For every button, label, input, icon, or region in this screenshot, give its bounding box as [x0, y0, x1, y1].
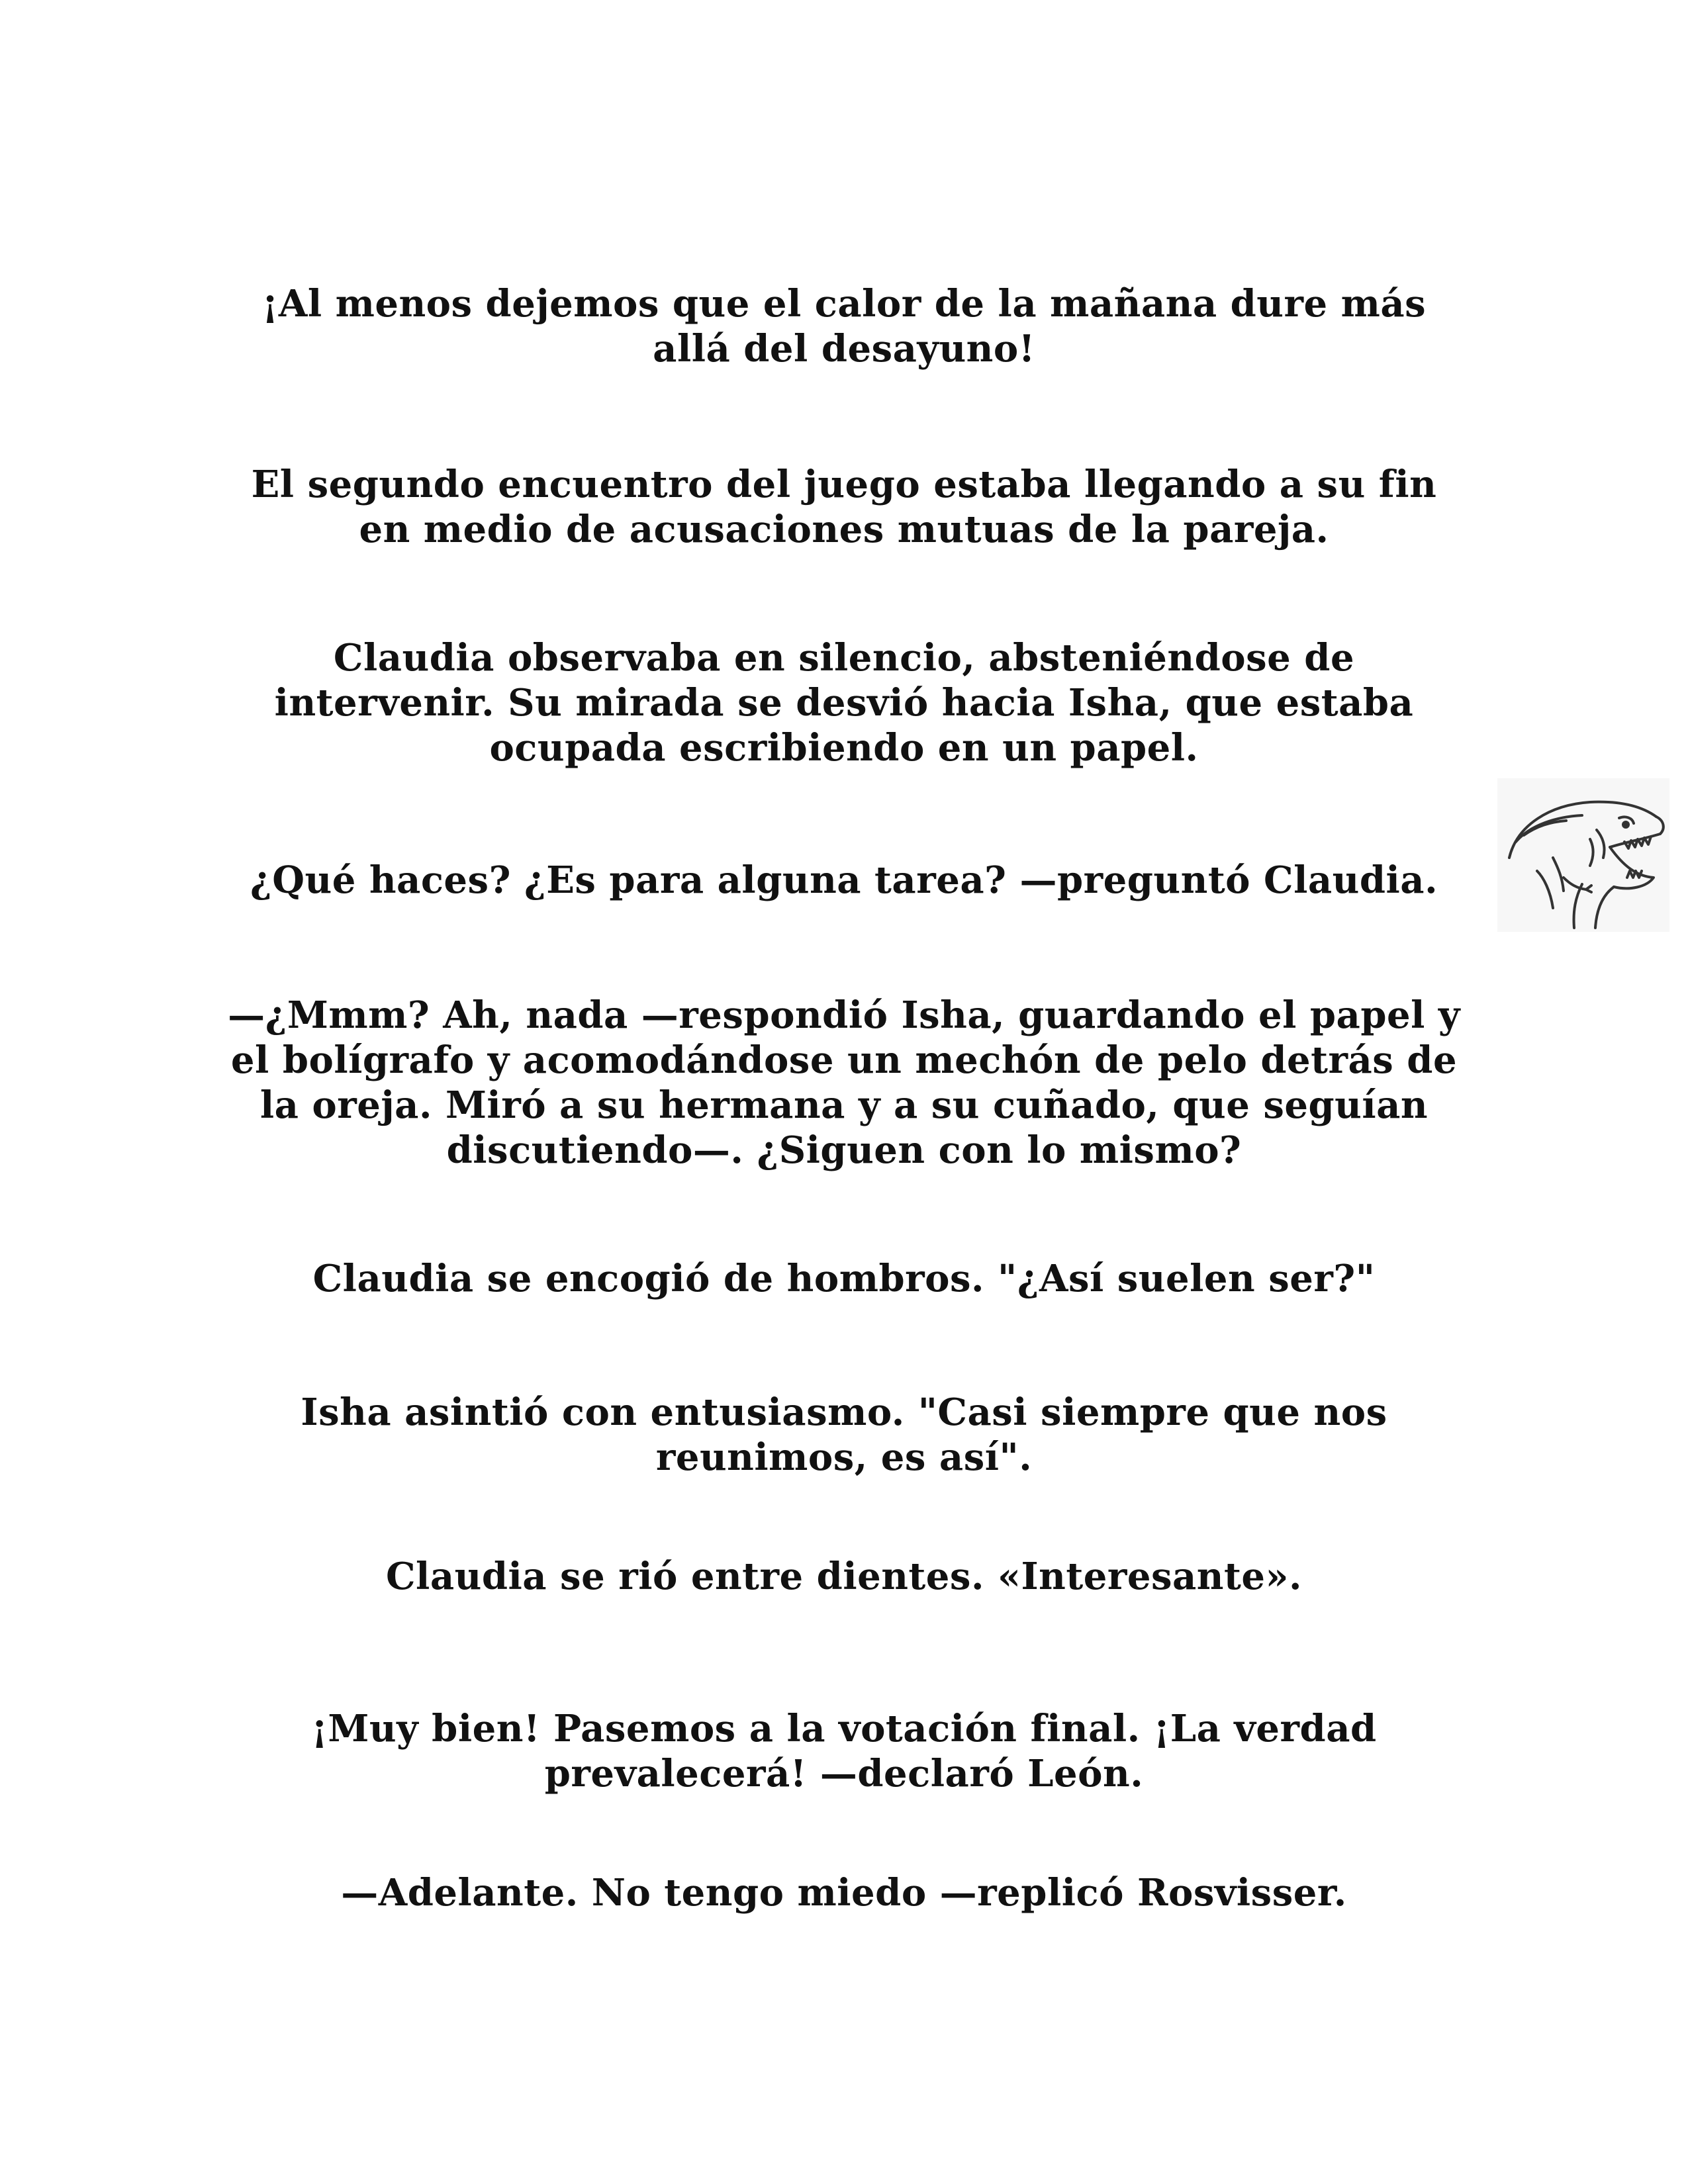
- paragraph-7: Isha asintió con entusiasmo. "Casi siempre que nos reunimos, es así".: [301, 1390, 1387, 1479]
- paragraph-9: ¡Muy bien! Pasemos a la votación final. ¡La verdad prevalecerá! —declaró León.: [311, 1707, 1377, 1796]
- paragraph-2: El segundo encuentro del juego estaba llegando a su fin en medio de acusaciones mutuas de la pareja.: [251, 463, 1437, 551]
- paragraph-10: —Adelante. No tengo miedo —replicó Rosvisser.: [341, 1871, 1347, 1915]
- paragraph-3: Claudia observaba en silencio, absteniéndose de intervenir. Su mirada se desvió hacia Isha, que estaba ocupada escribiendo en un papel.: [274, 636, 1414, 770]
- dinosaur-sketch-icon: [1497, 778, 1669, 932]
- paragraph-5: —¿Mmm? Ah, nada —respondió Isha, guardando el papel y el bolígrafo y acomodándose un mechón de pelo detrás de la oreja. Miró a su hermana y a su cuñado, que seguían discutiendo—. ¿Siguen con lo mismo?: [228, 993, 1460, 1172]
- paragraph-1: ¡Al menos dejemos que el calor de la mañana dure más allá del desayuno!: [261, 282, 1427, 371]
- paragraph-6: Claudia se encogió de hombros. "¿Así suelen ser?": [312, 1257, 1376, 1300]
- paragraph-8: Claudia se rió entre dientes. «Interesante».: [385, 1555, 1303, 1598]
- paragraph-4: ¿Qué haces? ¿Es para alguna tarea? —preguntó Claudia.: [250, 858, 1438, 902]
